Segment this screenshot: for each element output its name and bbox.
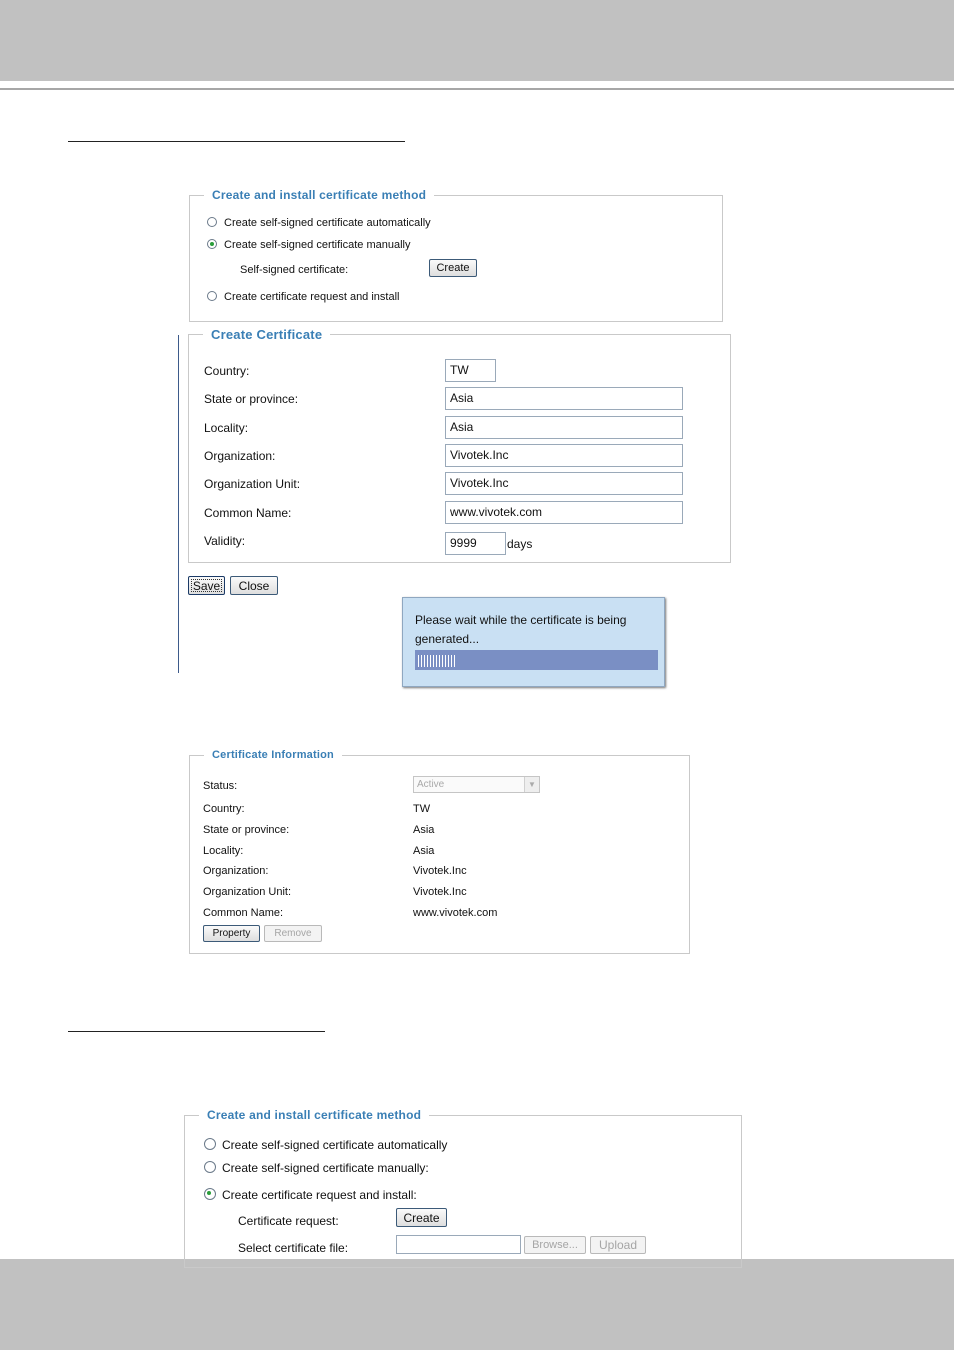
- state-input[interactable]: Asia: [445, 387, 683, 410]
- country-label: Country:: [204, 364, 250, 378]
- info-locality-value: Asia: [413, 845, 435, 857]
- selfsigned-label: Self-signed certificate:: [240, 264, 349, 276]
- locality-label: Locality:: [204, 421, 249, 435]
- validity-input[interactable]: 9999: [445, 532, 506, 555]
- radio2-request[interactable]: [204, 1188, 216, 1200]
- radio-manual-label: Create self-signed certificate manually: [224, 239, 411, 251]
- locality-input[interactable]: Asia: [445, 416, 683, 439]
- radio-auto[interactable]: [207, 217, 217, 227]
- top-divider: [0, 88, 954, 90]
- top-banner: [0, 0, 954, 81]
- info-organization-value: Vivotek.Inc: [413, 865, 467, 877]
- info-common-name-label: Common Name:: [203, 907, 284, 919]
- section-underline-2: [68, 1031, 325, 1032]
- info-organization-label: Organization:: [203, 865, 269, 877]
- organization-unit-input[interactable]: Vivotek.Inc: [445, 472, 683, 495]
- organization-label: Organization:: [204, 449, 276, 463]
- info-organization-unit-label: Organization Unit:: [203, 886, 292, 898]
- select-file-label: Select certificate file:: [238, 1241, 349, 1255]
- status-select[interactable]: [413, 776, 540, 793]
- radio2-auto[interactable]: [204, 1138, 216, 1150]
- organization-unit-label: Organization Unit:: [204, 477, 301, 491]
- progress-bar-fill: [418, 655, 456, 667]
- info-locality-label: Locality:: [203, 845, 244, 857]
- info-common-name-value: www.vivotek.com: [413, 907, 498, 919]
- property-button[interactable]: Property: [203, 925, 260, 942]
- status-label: Status:: [203, 780, 238, 792]
- create-selfsigned-button[interactable]: Create: [429, 259, 477, 277]
- method-panel-2-legend: Create and install certificate method: [207, 1108, 422, 1122]
- country-input[interactable]: TW: [445, 359, 496, 382]
- certificate-file-input[interactable]: [396, 1235, 521, 1254]
- info-organization-unit-value: Vivotek.Inc: [413, 886, 467, 898]
- vertical-marker-line: [178, 335, 179, 673]
- common-name-label: Common Name:: [204, 506, 292, 520]
- radio-manual[interactable]: [207, 239, 217, 249]
- section-underline-1: [68, 141, 405, 142]
- status-select-value: Active: [417, 779, 445, 790]
- browse-button[interactable]: Browse...: [524, 1236, 586, 1254]
- remove-button[interactable]: Remove: [264, 925, 322, 942]
- method-panel-1-legend: Create and install certificate method: [212, 188, 427, 202]
- close-button[interactable]: Close: [230, 576, 278, 595]
- radio-auto-label: Create self-signed certificate automatically: [224, 217, 431, 229]
- radio2-manual[interactable]: [204, 1161, 216, 1173]
- state-label: State or province:: [204, 392, 299, 406]
- bottom-banner: [0, 1259, 954, 1350]
- certificate-info-legend: Certificate Information: [212, 749, 334, 761]
- radio2-manual-label: Create self-signed certificate manually:: [222, 1161, 429, 1175]
- validity-label: Validity:: [204, 534, 246, 548]
- wait-message-line1: Please wait while the certificate is being: [415, 613, 627, 627]
- organization-input[interactable]: Vivotek.Inc: [445, 444, 683, 467]
- create-request-button[interactable]: Create: [396, 1208, 447, 1227]
- validity-days-unit: days: [507, 537, 533, 551]
- radio-request-label: Create certificate request and install: [224, 291, 400, 303]
- info-state-value: Asia: [413, 824, 435, 836]
- create-certificate-legend: Create Certificate: [211, 327, 323, 342]
- common-name-input[interactable]: www.vivotek.com: [445, 501, 683, 524]
- certificate-request-label: Certificate request:: [238, 1214, 339, 1228]
- chevron-down-icon: ▼: [524, 777, 539, 792]
- save-button[interactable]: Save: [188, 576, 225, 595]
- radio2-request-label: Create certificate request and install:: [222, 1188, 417, 1202]
- upload-button[interactable]: Upload: [590, 1236, 646, 1254]
- radio-request[interactable]: [207, 291, 217, 301]
- wait-message-line2: generated...: [415, 632, 480, 646]
- info-state-label: State or province:: [203, 824, 290, 836]
- radio2-auto-label: Create self-signed certificate automatically: [222, 1138, 448, 1152]
- info-country-value: TW: [413, 803, 431, 815]
- info-country-label: Country:: [203, 803, 245, 815]
